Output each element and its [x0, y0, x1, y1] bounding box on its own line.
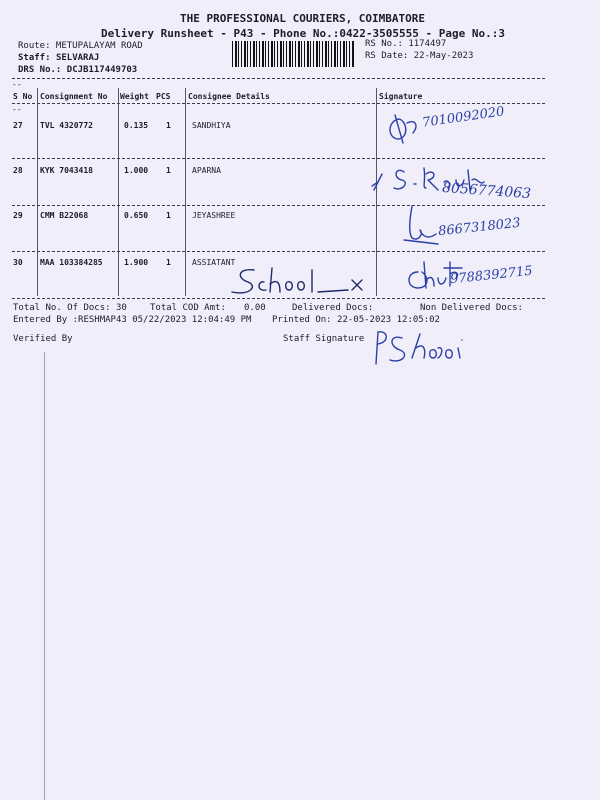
row-consignment: TVL 4320772 [40, 121, 93, 130]
divider [12, 158, 545, 159]
divider [12, 78, 545, 79]
row-dash-mark: -- [12, 105, 22, 114]
row-consignment: CMM B22068 [40, 211, 89, 220]
row-pcs: 1 [166, 121, 171, 130]
row-weight: 1.000 [124, 166, 149, 175]
staff-line [18, 53, 99, 63]
staff-signature-label: Staff Signature [283, 334, 365, 344]
row-consignee: ASSIATANT [192, 258, 236, 267]
row-consignee: SANDHIYA [192, 121, 231, 130]
non-delivered-docs-label: Non Delivered Docs: [420, 303, 523, 313]
col-consignee: Consignee Details [188, 92, 270, 101]
total-docs-value: 30 [115, 303, 127, 313]
col-sno: S No [13, 92, 33, 101]
entered-by: Entered By :RESHMAP43 05/22/2023 12:04:49 PM [13, 315, 252, 325]
signature-scribble [402, 204, 442, 246]
header-dash-mark: -- [12, 80, 22, 89]
total-cod-label: Total COD Amt: [150, 303, 226, 313]
printed-on: Printed On: 22-05-2023 12:05:02 [272, 315, 440, 325]
handwritten-phone: 8667318023 [437, 215, 522, 240]
row-pcs: 1 [166, 211, 171, 220]
row-weight: 1.900 [124, 258, 149, 267]
verified-by-label: Verified By [13, 334, 73, 344]
drs-line [18, 65, 137, 75]
row-weight: 0.650 [124, 211, 149, 220]
divider [12, 251, 545, 252]
total-cod-value: 0.00 [244, 303, 266, 313]
total-docs [13, 303, 127, 313]
row-consignee: JEYASHREE [192, 211, 236, 220]
total-docs-label: Total No. Of Docs: [13, 303, 111, 313]
drs-label: DRS No.: [18, 65, 62, 75]
column-line [37, 88, 38, 296]
delivered-docs-label: Delivered Docs: [292, 303, 374, 313]
company-name: THE PROFESSIONAL COURIERS, COIMBATORE [180, 12, 426, 25]
staff-value: SELVARAJ [55, 53, 100, 63]
divider [12, 103, 545, 104]
row-consignment: KYK 7043418 [40, 166, 93, 175]
row-pcs: 1 [166, 166, 171, 175]
row-pcs: 1 [166, 258, 171, 267]
row-consignment: MAA 103384285 [40, 258, 103, 267]
col-consignment: Consignment No [40, 92, 108, 101]
row-sno: 30 [13, 258, 23, 267]
runsheet-title: Delivery Runsheet - P43 - Phone No.:0422-3505555 - Page No.:3 [101, 27, 505, 40]
column-line [118, 88, 119, 296]
rs-number: RS No.: 1174497 [365, 39, 447, 49]
drs-value: DCJB117449703 [66, 65, 138, 75]
row-sno: 27 [13, 121, 23, 130]
divider [12, 298, 545, 299]
row-consignee: APARNA [192, 166, 221, 175]
staff-stamp-scribble [228, 262, 378, 298]
row-sno: 28 [13, 166, 23, 175]
handwritten-phone: 8056774063 [441, 179, 532, 203]
handwritten-phone: 9788392715 [449, 263, 534, 288]
signature-scribble [385, 113, 425, 147]
column-line [185, 88, 186, 296]
divider [12, 205, 545, 206]
col-pcs: PCS [156, 92, 171, 101]
row-sno: 29 [13, 211, 23, 220]
margin-line [44, 352, 45, 800]
staff-signature-scribble [372, 328, 502, 368]
col-weight: Weight [120, 92, 149, 101]
row-weight: 0.135 [124, 121, 149, 130]
handwritten-phone: 7010092020 [421, 104, 506, 131]
staff-label: Staff: [18, 53, 51, 63]
col-signature: Signature [379, 92, 423, 101]
route-label: Route: METUPALAYAM ROAD [18, 41, 143, 51]
rs-date: RS Date: 22-May-2023 [365, 51, 474, 61]
barcode [232, 41, 355, 67]
